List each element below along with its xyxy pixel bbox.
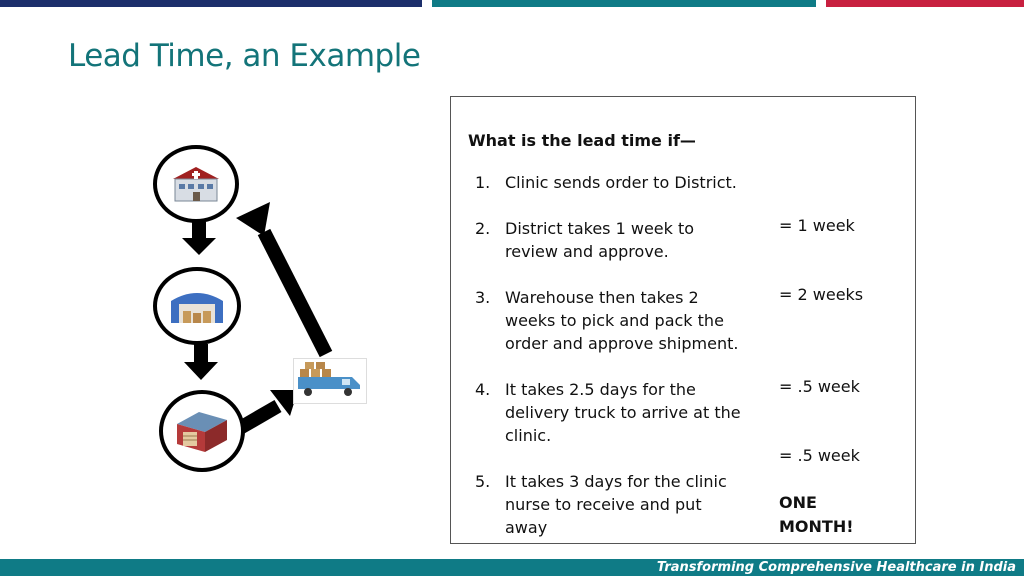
district-store-icon: [163, 394, 241, 468]
arrow-right-up-icon: [240, 390, 298, 428]
step-text: Warehouse then takes 2 weeks to pick and pack the order and approve shipment.: [505, 288, 739, 353]
step-text: Clinic sends order to District.: [505, 173, 737, 192]
step-duration: = 2 weeks: [779, 285, 864, 304]
question-heading: What is the lead time if—: [468, 131, 696, 150]
delivery-truck-node: [293, 358, 367, 404]
district-store-node: [159, 390, 245, 472]
slide-title: Lead Time, an Example: [68, 38, 421, 74]
clinic-node: [153, 145, 239, 223]
arrow-down-icon: [184, 344, 218, 380]
step-text: It takes 2.5 days for the delivery truck to arrive at the clinic.: [505, 380, 741, 445]
step-number: 4.: [475, 380, 491, 399]
step-duration: = 1 week: [779, 216, 855, 235]
step-number: 2.: [475, 219, 491, 238]
total-lead-time: ONE MONTH!: [779, 493, 854, 536]
footer-tagline: Transforming Comprehensive Healthcare in India: [656, 560, 1016, 575]
footer-bar: [0, 559, 1024, 576]
step-number: 3.: [475, 288, 491, 307]
step-duration: = .5 week: [779, 377, 860, 396]
step-duration: = .5 week: [779, 446, 860, 465]
step-number: 1.: [475, 173, 491, 192]
supply-chain-diagram: [140, 140, 380, 480]
step-number: 5.: [475, 472, 491, 491]
arrow-down-icon: [182, 222, 216, 255]
warehouse-icon: [157, 271, 237, 341]
warehouse-node: [153, 267, 241, 345]
step-text: It takes 3 days for the clinic nurse to receive and put away: [505, 472, 727, 537]
top-bar-red: [826, 0, 1024, 7]
lead-time-card: [450, 96, 916, 544]
top-bar-navy: [0, 0, 422, 7]
delivery-truck-icon: [294, 359, 366, 403]
arrow-up-left-icon: [236, 202, 326, 354]
top-bar-teal: [432, 0, 816, 7]
clinic-building-icon: [157, 149, 235, 219]
step-text: District takes 1 week to review and approve.: [505, 219, 695, 261]
